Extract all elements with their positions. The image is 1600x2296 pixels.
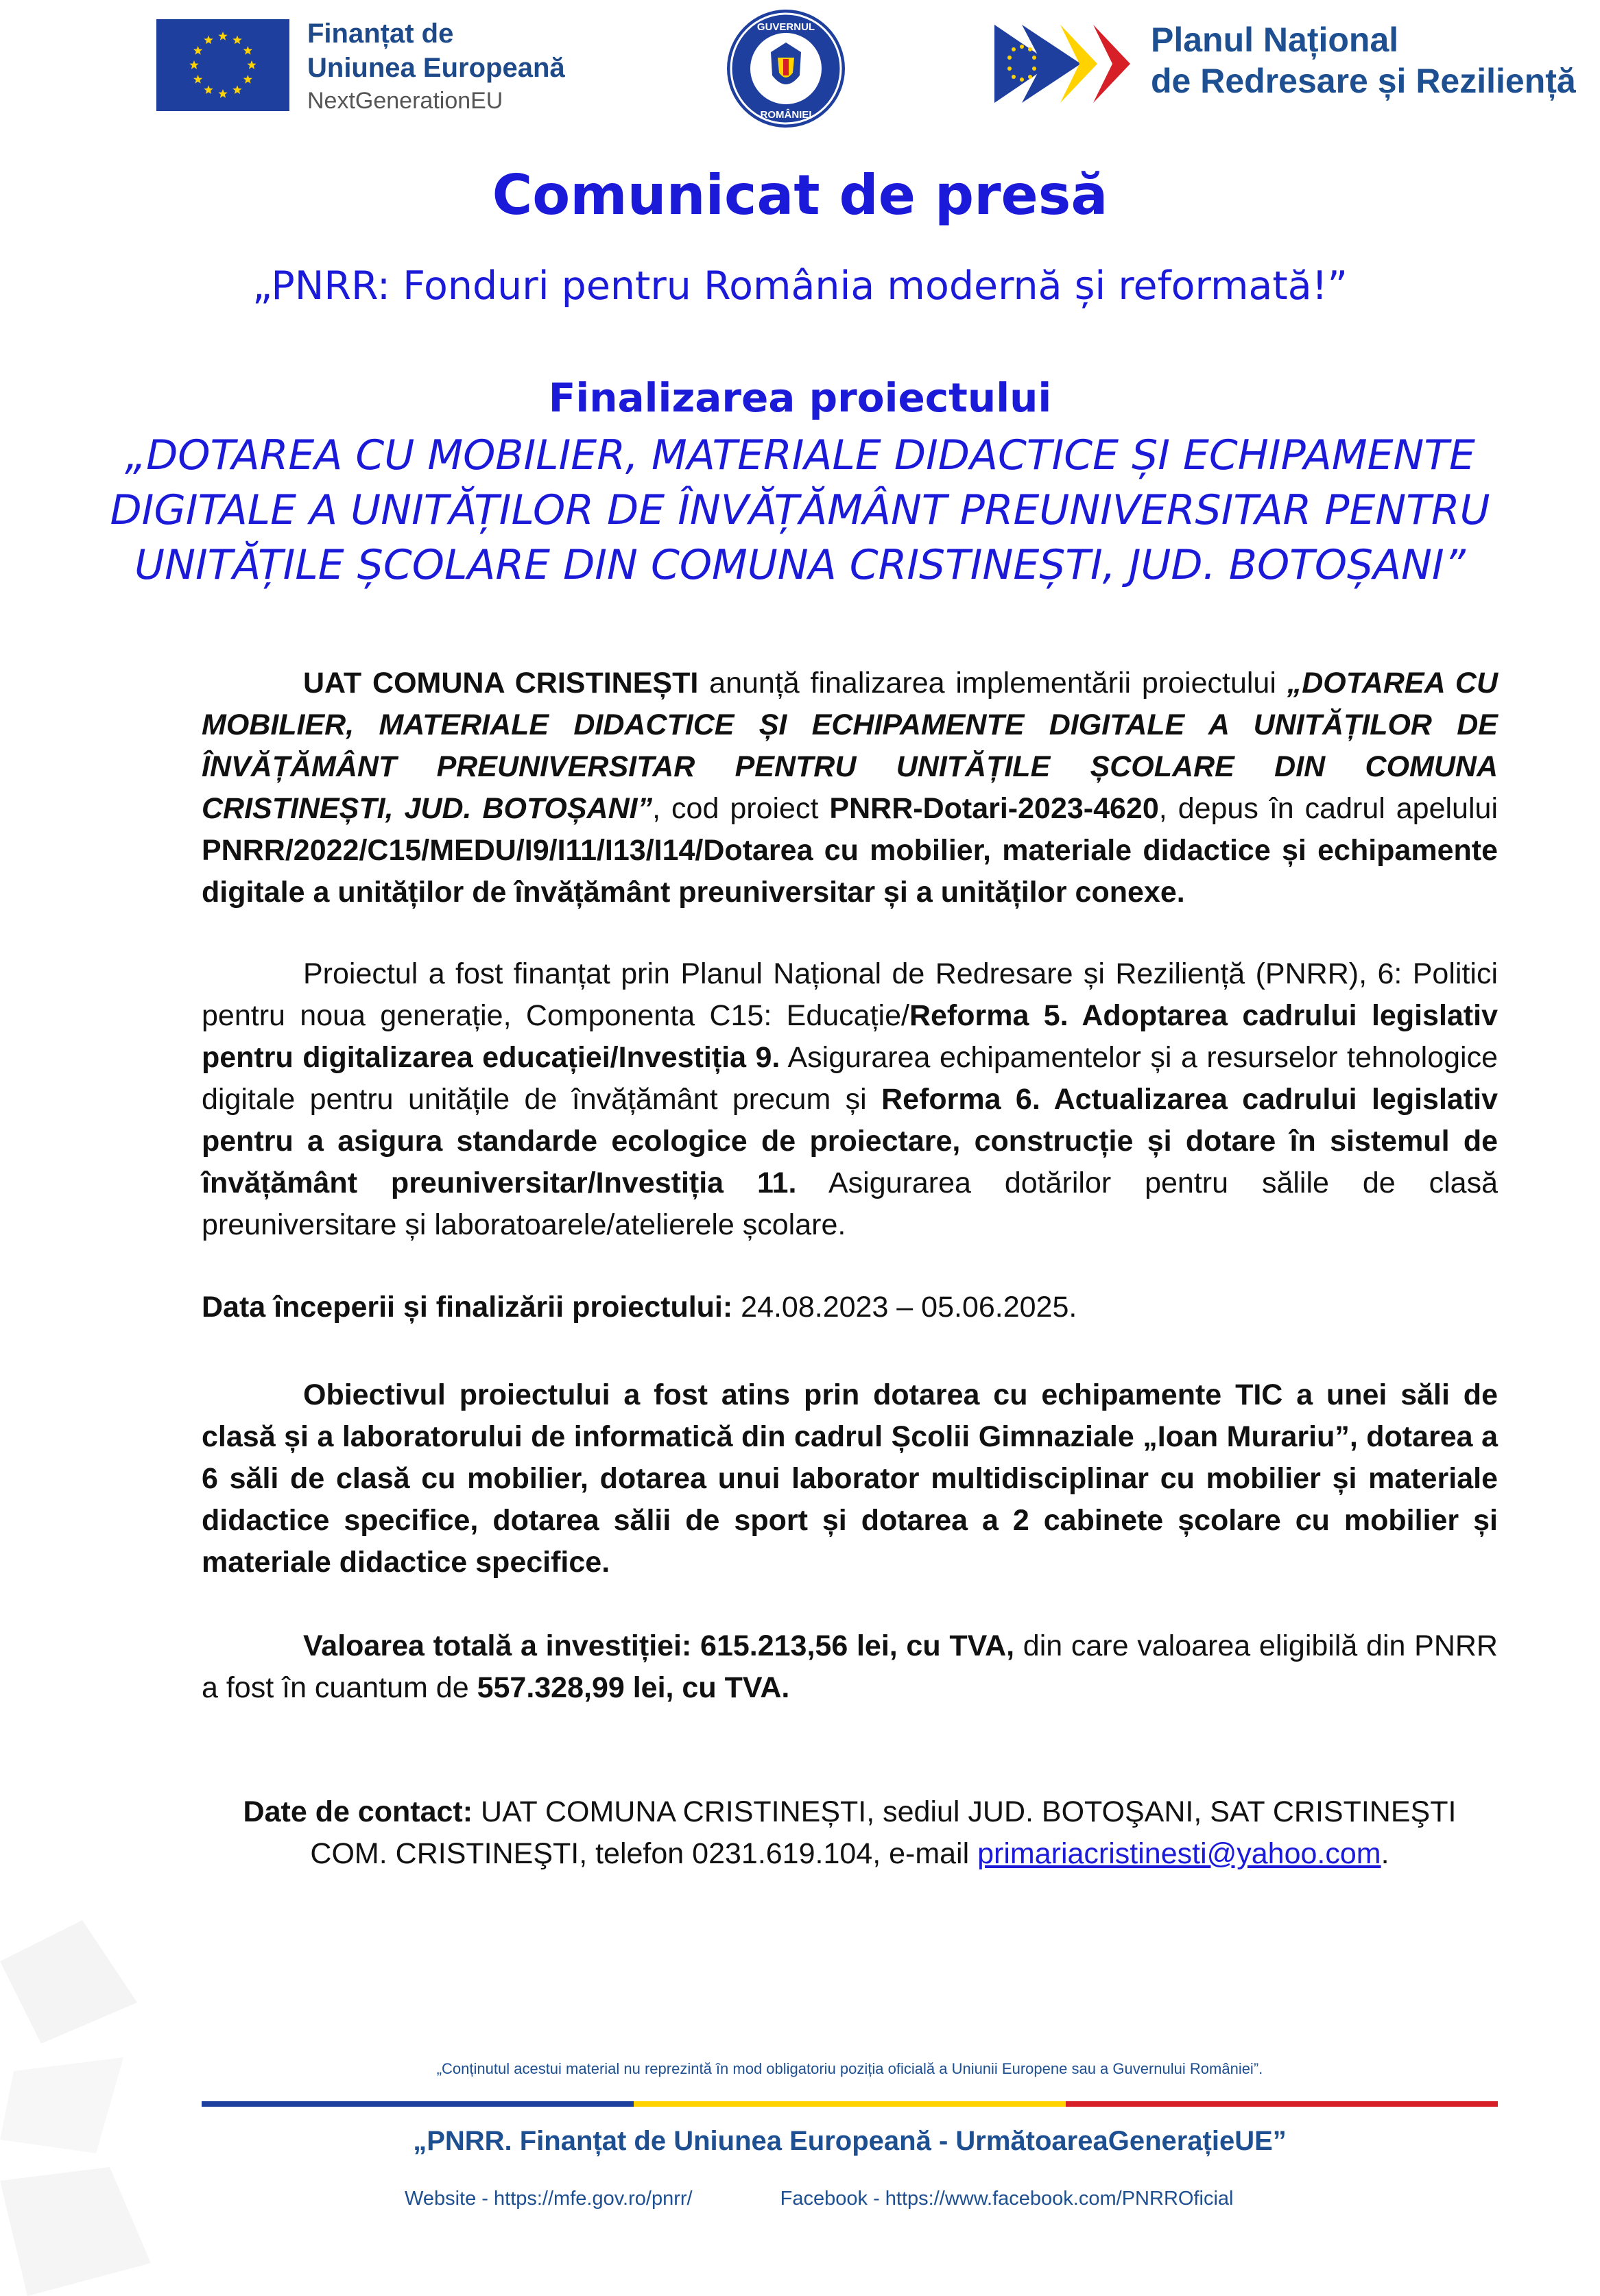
total-value: Valoarea totală a investiției: 615.213,56 lei, cu TVA,: [303, 1629, 1015, 1662]
tricolor-stripe: [202, 2101, 1498, 2107]
footer-links: [405, 2188, 1315, 2210]
eligible-value: 557.328,99 lei, cu TVA.: [477, 1671, 790, 1704]
dates-value: 24.08.2023 – 05.06.2025.: [732, 1291, 1077, 1324]
project-title: [0, 428, 1600, 593]
value-text: din care valoarea eligibilă din PNRR a fost în cuantum de: [202, 1629, 1498, 1704]
contact-email-link[interactable]: primariacristinesti@yahoo.com: [977, 1837, 1381, 1870]
pnrr-logo-line2: de Redresare și Reziliență: [1151, 62, 1576, 100]
project-title-line: „DOTAREA CU MOBILIER, MATERIALE DIDACTICE ȘI ECHIPAMENTE: [125, 431, 1475, 479]
call-label: , depus în cadrul apelului: [1158, 792, 1498, 825]
announcement-paragraph: [202, 662, 1498, 913]
announcement-text: anunță finalizarea implementării proiectului: [698, 667, 1287, 699]
beneficiary-name: UAT COMUNA CRISTINEȘTI: [303, 667, 699, 699]
eu-funding-logo: [156, 16, 588, 112]
svg-text:ROMÂNIEI: ROMÂNIEI: [760, 109, 812, 121]
website-link[interactable]: Website - https://mfe.gov.ro/pnrr/: [405, 2188, 693, 2210]
objective-paragraph: [202, 1374, 1498, 1583]
pnrr-logo: [994, 19, 1598, 108]
contact-label: Date de contact:: [243, 1795, 473, 1828]
completion-heading: Finalizarea proiectului: [548, 374, 1052, 421]
page-title: Comunicat de presă: [492, 163, 1108, 227]
facebook-link[interactable]: Facebook - https://www.facebook.com/PNRROficial: [780, 2188, 1234, 2210]
pnrr-logo-text: [1151, 19, 1576, 101]
call-name: PNRR/2022/C15/MEDU/I9/I11/I13/I14/Dotarea cu mobilier, materiale didactice și echipamente digitale a unităților de învățământ preuniversitar și a unităților conexe.: [202, 834, 1498, 909]
code-label: , cod proiect: [652, 792, 830, 825]
contact-info: [202, 1791, 1498, 1875]
project-title-line: UNITĂȚILE ȘCOLARE DIN COMUNA CRISTINEȘTI, JUD. BOTOȘANI”: [134, 541, 1466, 589]
funding-text: Asigurarea dotărilor pentru sălile de clasă preuniversitare și laboratoarele/atelierele școlare.: [202, 1167, 1498, 1241]
eu-flag-icon: [156, 19, 289, 111]
eu-logo-line3: NextGenerationEU: [307, 88, 503, 114]
stripe-yellow: [634, 2101, 1066, 2107]
romanian-government-seal-icon: [724, 7, 848, 130]
stripe-red: [1066, 2101, 1498, 2107]
reform-5: Reforma 5. Adoptarea cadrului legislativ pentru digitalizarea educației/Investiția 9.: [202, 999, 1498, 1074]
funding-text: Asigurarea echipamentelor și a resurselor tehnologice digitale pentru unitățile de învățământ precum și: [202, 1041, 1498, 1116]
decorative-background-shapes: [0, 1920, 178, 2296]
svg-text:GUVERNUL: GUVERNUL: [756, 21, 815, 33]
stripe-blue: [202, 2101, 634, 2107]
pnrr-mark-icon: [994, 19, 1145, 108]
project-title-line: DIGITALE A UNITĂȚILOR DE ÎNVĂȚĂMÂNT PREUNIVERSITAR PENTRU: [110, 486, 1490, 534]
footer-slogan: „PNRR. Finanțat de Uniunea Europeană - UrmătoareaGenerațieUE”: [413, 2126, 1287, 2156]
pnrr-logo-line1: Planul Național: [1151, 21, 1399, 59]
funding-text: Proiectul a fost finanțat prin Planul Național de Redresare și Reziliență (PNRR), 6: Politici pentru noua generație, Componenta C15: Educație/: [202, 957, 1498, 1032]
project-dates: [202, 1287, 1498, 1328]
project-code: PNRR-Dotari-2023-4620: [829, 792, 1159, 825]
eu-logo-line1: Finanțat de: [307, 19, 454, 49]
funding-paragraph: [202, 953, 1498, 1246]
dates-label: Data începerii și finalizării proiectului:: [202, 1291, 733, 1324]
eu-logo-text: [307, 16, 565, 117]
contact-end: .: [1381, 1837, 1389, 1870]
page-subtitle: „PNRR: Fonduri pentru România modernă și reformată!”: [252, 263, 1348, 309]
project-name: „DOTAREA CU MOBILIER, MATERIALE DIDACTICE ȘI ECHIPAMENTE DIGITALE A UNITĂȚILOR DE ÎNVĂȚĂMÂNT PREUNIVERSITAR PENTRU UNITĂȚILE ȘCOLARE DIN COMUNA CRISTINEȘTI, JUD. BOTOȘANI”: [202, 667, 1498, 825]
objective-text: Obiectivul proiectului a fost atins prin dotarea cu echipamente TIC a unei săli de clasă și a laboratorului de informatică din cadrul Școlii Gimnaziale „Ioan Murariu”, dotarea a 6 săli de clasă cu mobilier, dotarea unui laborator multidisciplinar cu mobilier și materiale didactice specifice, dotarea sălii de sport și dotarea a 2 cabinete școlare cu mobilier și materiale didactice specifice.: [202, 1378, 1498, 1579]
contact-text: UAT COMUNA CRISTINEȘTI, sediul JUD. BOTOŞANI, SAT CRISTINEŞTI COM. CRISTINEŞTI, telefon 0231.619.104, e-mail: [310, 1795, 1457, 1870]
eu-logo-line2: Uniunea Europeană: [307, 53, 565, 83]
footer-disclaimer: „Conținutul acestui material nu reprezintă în mod obligatoriu poziția oficială a Uniunii Europene sau a Guvernului României”.: [436, 2060, 1263, 2077]
reform-6: Reforma 6. Actualizarea cadrului legislativ pentru a asigura standarde ecologice de proiectare, construcție și dotare în sistemul de învățământ preuniversitar/Investiția 11.: [202, 1083, 1498, 1199]
value-paragraph: [202, 1625, 1498, 1709]
